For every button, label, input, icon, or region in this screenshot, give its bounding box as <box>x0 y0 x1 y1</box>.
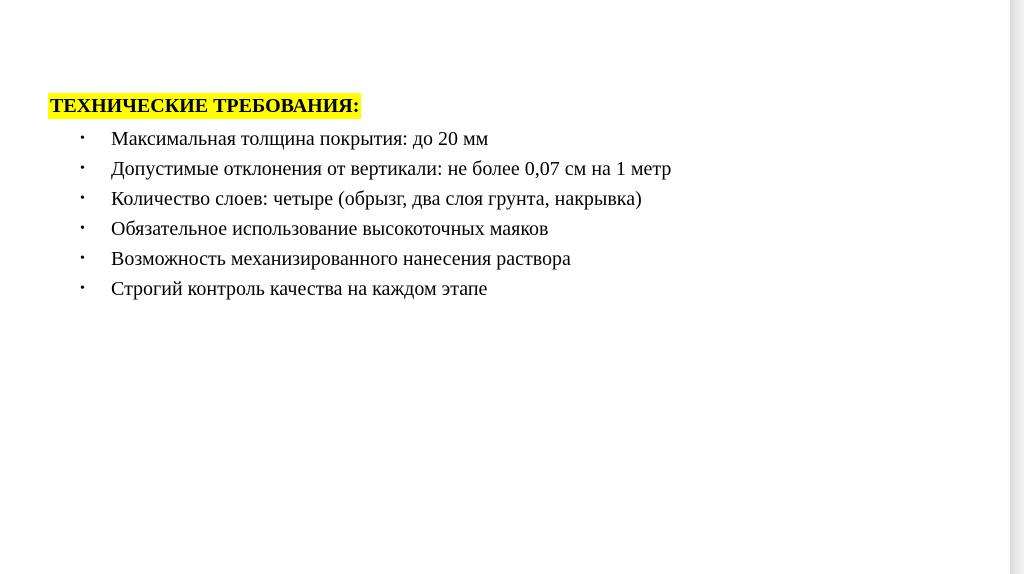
bullet-icon: • <box>80 281 85 296</box>
list-item-text: Максимальная толщина покрытия: до 20 мм <box>111 128 489 150</box>
list-item-text: Обязательное использование высокоточных маяков <box>111 218 549 240</box>
list-item-text: Количество слоев: четыре (обрызг, два слоя грунта, накрывка) <box>111 188 642 210</box>
bullet-icon: • <box>80 131 85 146</box>
bullet-icon: • <box>80 251 85 266</box>
list-item-text: Строгий контроль качества на каждом этапе <box>111 278 488 300</box>
requirements-heading: ТЕХНИЧЕСКИЕ ТРЕБОВАНИЯ: <box>50 95 360 117</box>
bullet-icon: • <box>80 191 85 206</box>
list-item-text: Допустимые отклонения от вертикали: не более 0,07 см на 1 метр <box>111 158 672 180</box>
bullet-icon: • <box>80 161 85 176</box>
bullet-icon: • <box>80 221 85 236</box>
page-edge-shadow <box>1010 0 1024 574</box>
list-item-text: Возможность механизированного нанесения раствора <box>111 248 571 270</box>
